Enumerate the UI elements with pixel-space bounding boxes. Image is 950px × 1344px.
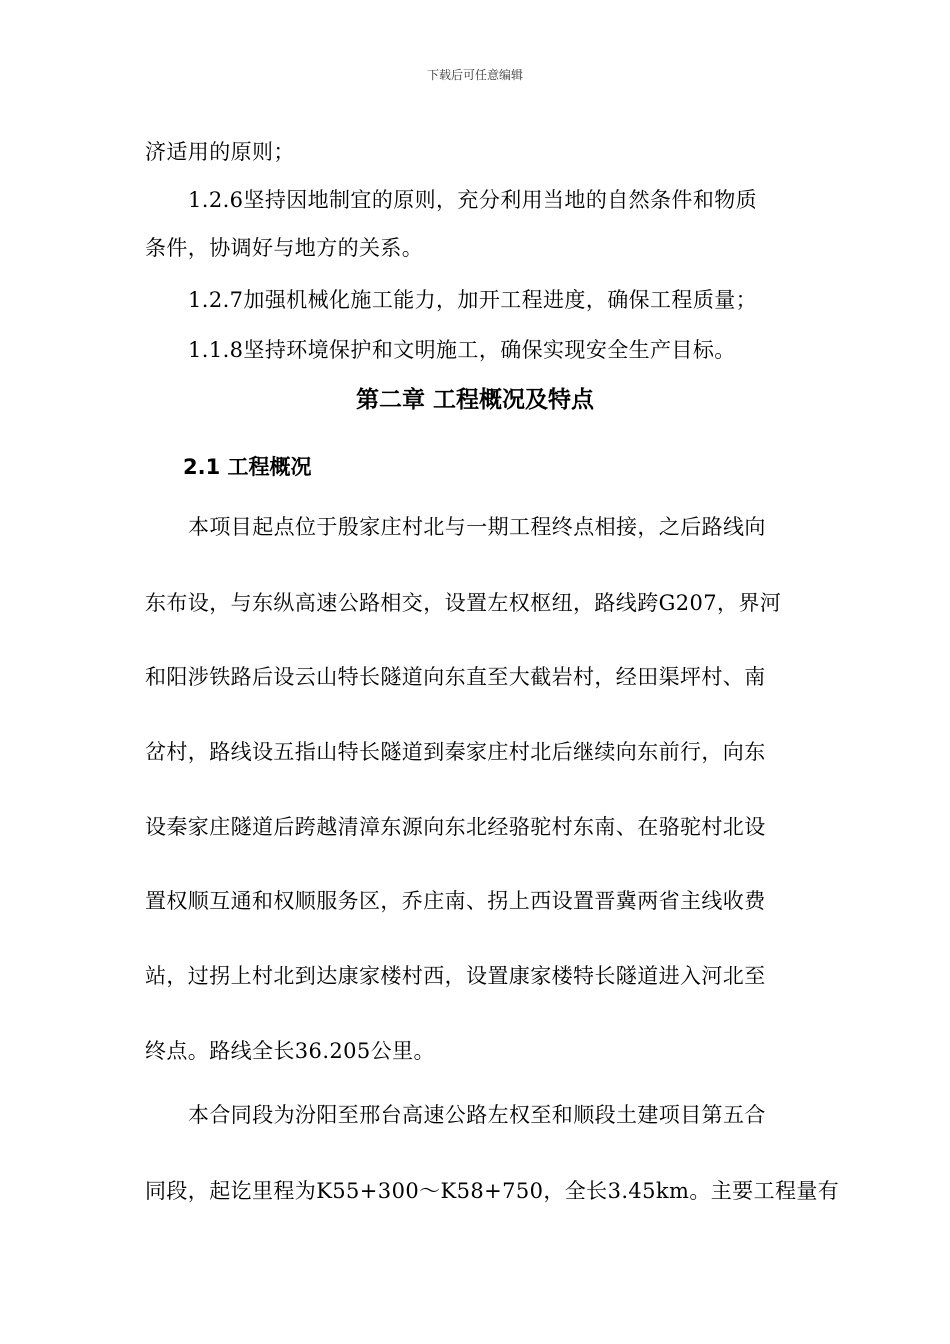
paragraph2-line-1: 本合同段为汾阳至邢台高速公路左权至和顺段土建项目第五合 (188, 1103, 766, 1127)
paragraph1-line-1: 本项目起点位于殷家庄村北与一期工程终点相接，之后路线向 (188, 515, 766, 539)
intro-line-2: 1.2.6坚持因地制宜的原则，充分利用当地的自然条件和物质 (188, 188, 758, 212)
section-title: 2.1 工程概况 (183, 455, 312, 479)
intro-line-5: 1.1.8坚持环境保护和文明施工，确保实现安全生产目标。 (188, 338, 736, 362)
paragraph1-line-6: 置权顺互通和权顺服务区，乔庄南、拐上西设置晋冀两省主线收费 (145, 889, 766, 913)
paragraph1-line-7: 站，过拐上村北到达康家楼村西，设置康家楼特长隧道进入河北至 (145, 964, 766, 988)
paragraph1-line-3: 和阳涉铁路后设云山特长隧道向东直至大截岩村，经田渠坪村、南 (145, 665, 766, 689)
header-note: 下载后可任意编辑 (426, 68, 523, 82)
intro-line-4: 1.2.7加强机械化施工能力，加开工程进度，确保工程质量； (188, 288, 758, 312)
paragraph1-line-4: 岔村，路线设五指山特长隧道到秦家庄村北后继续向东前行，向东 (145, 740, 766, 764)
intro-line-3: 条件，协调好与地方的关系。 (145, 236, 424, 260)
chapter-title: 第二章 工程概况及特点 (355, 387, 594, 413)
paragraph1-line-8: 终点。路线全长36.205公里。 (145, 1039, 435, 1063)
intro-line-1: 济适用的原则； (145, 140, 295, 164)
paragraph1-line-2: 东布设，与东纵高速公路相交，设置左权枢纽，路线跨G207，界河 (145, 591, 782, 615)
paragraph2-line-2: 同段，起讫里程为K55+300～K58+750，全长3.45km。主要工程量有 (145, 1179, 840, 1203)
paragraph1-line-5: 设秦家庄隧道后跨越清漳东源向东北经骆驼村东南、在骆驼村北设 (145, 815, 766, 839)
